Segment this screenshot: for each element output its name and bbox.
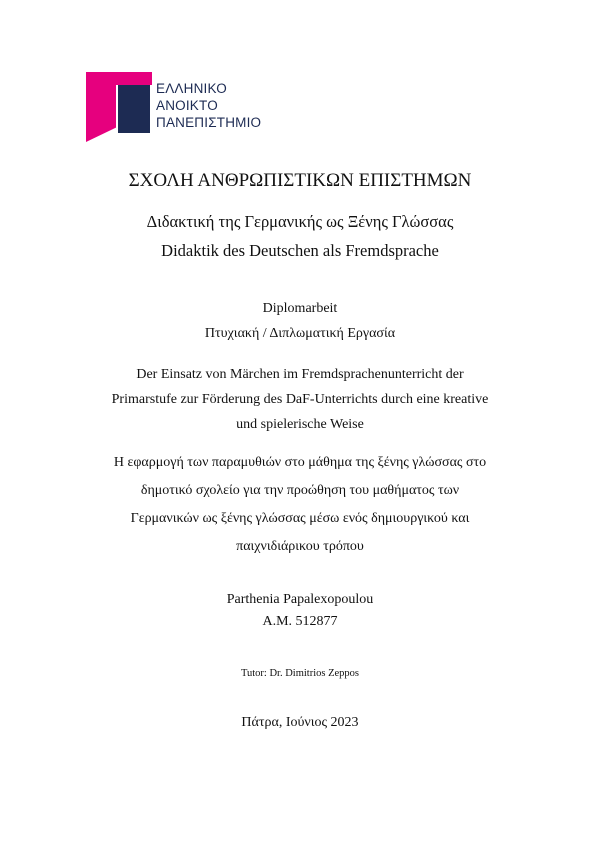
thesis-type-greek: Πτυχιακή / Διπλωματική Εργασία bbox=[204, 326, 396, 341]
thesis-type-german: Diplomarbeit bbox=[262, 301, 338, 316]
title-german-line-3: und spielerische Weise bbox=[236, 417, 364, 432]
subject-greek: Διδακτική της Γερμανικής ως Ξένης Γλώσσας bbox=[146, 212, 454, 231]
logo-line-2: ΑΝΟΙΚΤΟ bbox=[156, 98, 218, 113]
title-greek-line-3: Γερμανικών ως ξένης γλώσσας μέσω ενός δημιουργικού και bbox=[130, 511, 470, 526]
place-date: Πάτρα, Ιούνιος 2023 bbox=[241, 715, 359, 730]
title-greek-line-1: Η εφαρμογή των παραμυθιών στο μάθημα της ξένης γλώσσας στο bbox=[113, 455, 487, 470]
logo-line-3: ΠΑΝΕΠΙΣΤΗΜΙΟ bbox=[156, 115, 262, 130]
logo-wordmark bbox=[156, 80, 261, 131]
author-name: Parthenia Papalexopoulou bbox=[226, 592, 374, 607]
title-greek-line-2: δημοτικό σχολείο για την προώθηση του μαθήματος των bbox=[140, 483, 460, 498]
title-german-line-1: Der Einsatz von Märchen im Fremdsprachenunterricht der bbox=[136, 367, 464, 382]
logo-white-gap bbox=[116, 85, 118, 133]
subject-german: Didaktik des Deutschen als Fremdsprache bbox=[161, 241, 439, 260]
logo-navy-bar bbox=[118, 85, 150, 133]
title-german-line-2: Primarstufe zur Förderung des DaF-Unterrichts durch eine kreative bbox=[111, 392, 489, 407]
tutor-name: Tutor: Dr. Dimitrios Zeppos bbox=[240, 668, 360, 679]
logo-line-1: ΕΛΛΗΝΙΚΟ bbox=[156, 81, 227, 96]
school-name: ΣΧΟΛΗ ΑΝΘΡΩΠΙΣΤΙΚΩΝ ΕΠΙΣΤΗΜΩΝ bbox=[128, 170, 472, 191]
title-greek-line-4: παιχνιδιάρικου τρόπου bbox=[236, 539, 364, 554]
student-id: A.M. 512877 bbox=[262, 614, 338, 629]
